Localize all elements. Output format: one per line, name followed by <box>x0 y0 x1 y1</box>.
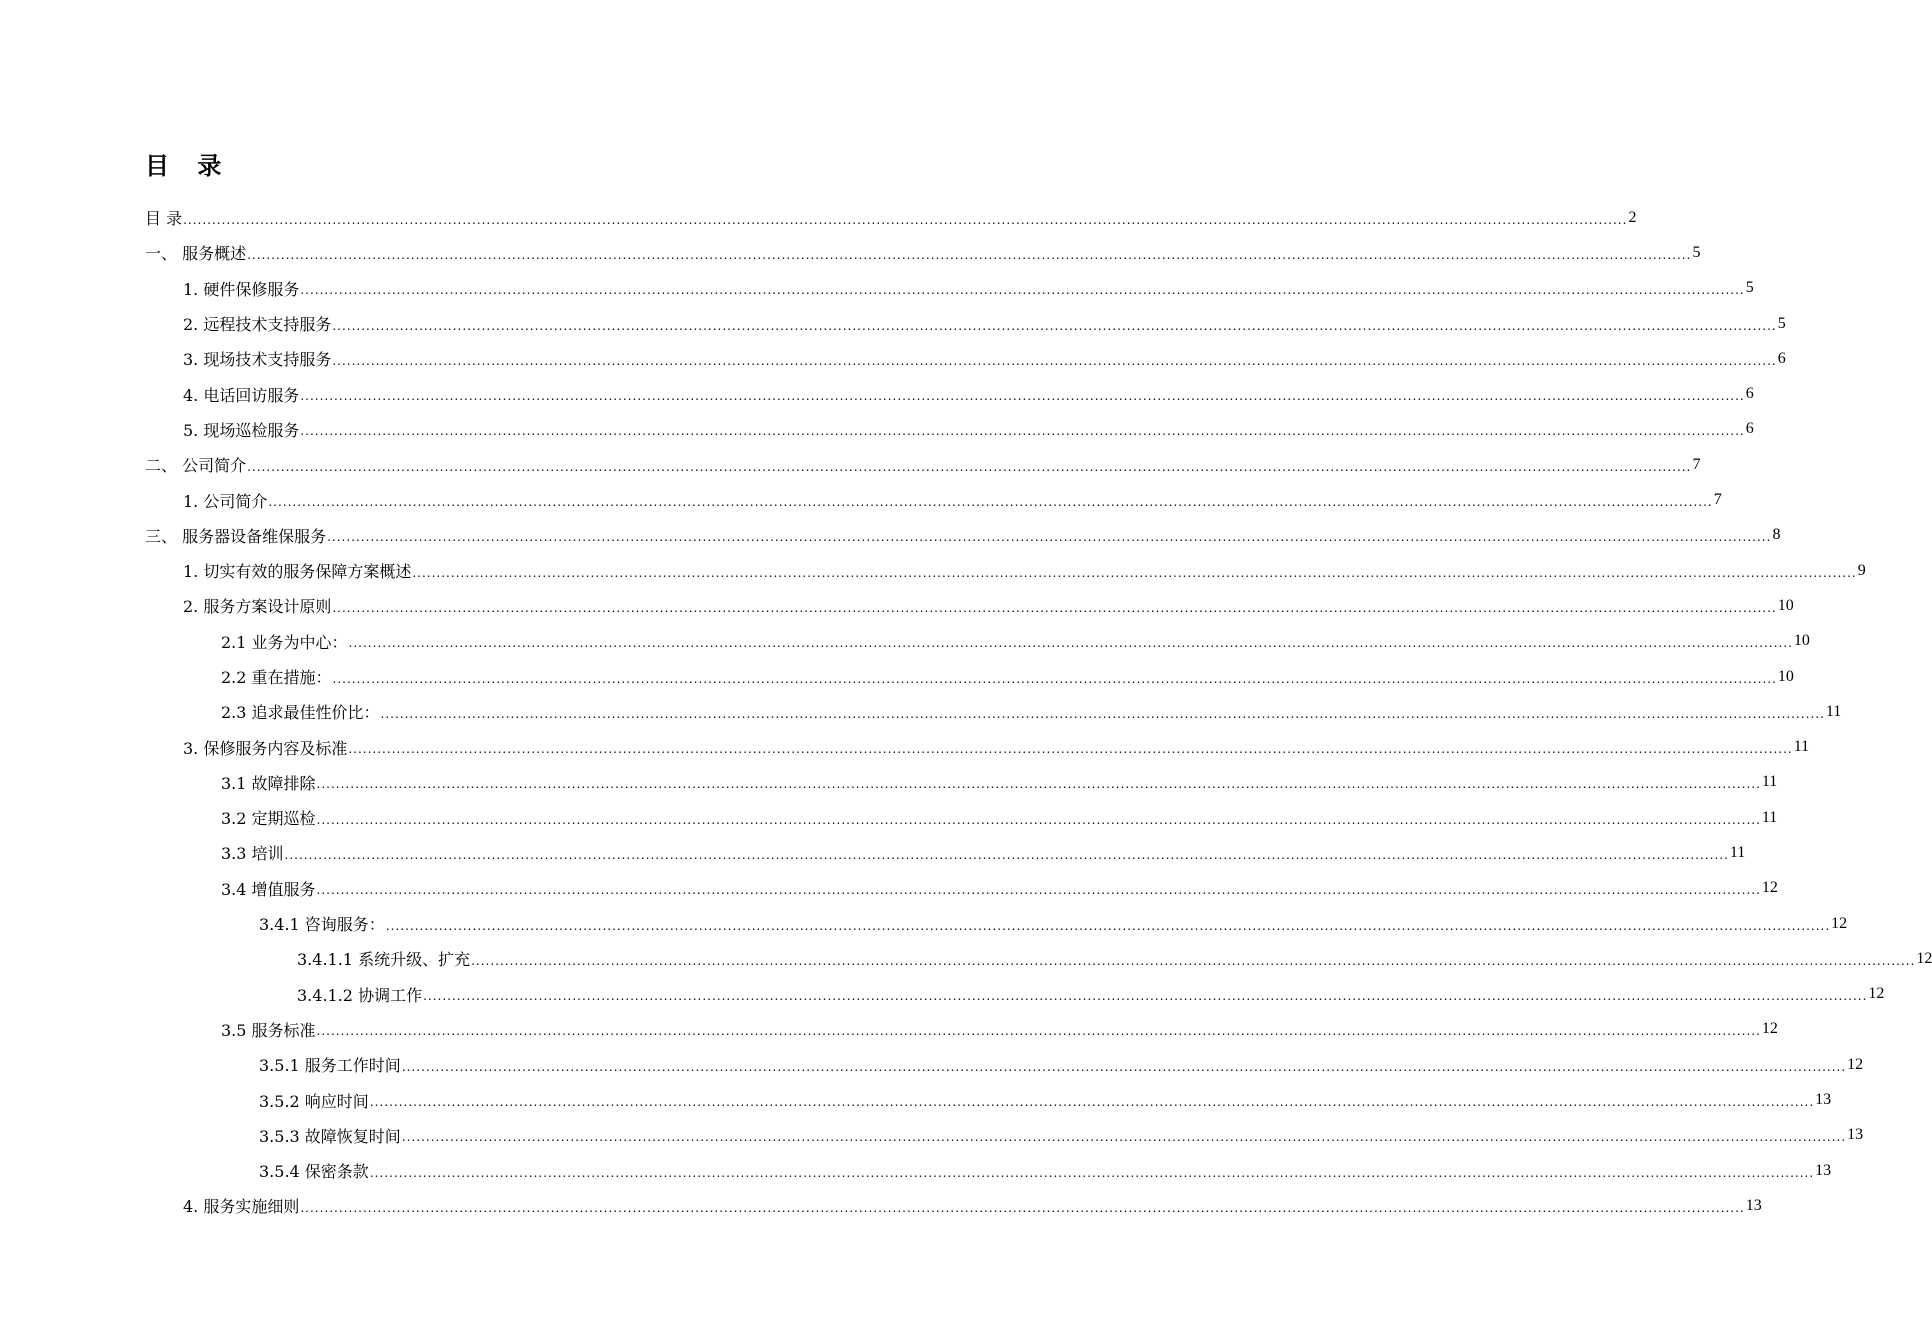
toc-entry-label: 3.4.1.1 系统升级、扩充 <box>297 950 471 970</box>
toc-leader: ............................................................................................................................................................................................................................................................................................................ <box>332 671 1777 686</box>
toc-entry[interactable] <box>145 1047 1864 1082</box>
toc-entry[interactable] <box>145 694 1842 729</box>
toc-entry-page: 5 <box>1692 243 1701 261</box>
toc-entry-page: 13 <box>1815 1091 1832 1109</box>
toc-entry[interactable] <box>145 235 1701 270</box>
toc-entry-page: 11 <box>1825 702 1842 720</box>
toc-leader: ............................................................................................................................................................................................................................................................................................................ <box>348 742 1793 757</box>
toc-entry[interactable] <box>145 1118 1864 1153</box>
toc-leader: ............................................................................................................................................................................................................................................................................................................ <box>247 247 1692 262</box>
toc-entry-page: 12 <box>1761 1020 1778 1038</box>
toc-entry-label: 3.4.1.2 协调工作 <box>297 985 423 1005</box>
toc-entry[interactable] <box>145 659 1794 694</box>
toc-entry-label: 2.3 追求最佳性价比： <box>221 703 380 723</box>
toc-entry[interactable] <box>145 306 1786 341</box>
toc-entry-label: 2.2 重在措施： <box>221 668 332 687</box>
toc-entry-page: 5 <box>1745 279 1754 297</box>
toc-entry[interactable] <box>145 1012 1778 1047</box>
toc-entry[interactable] <box>145 1188 1762 1223</box>
toc-entry-label: 3.2 定期巡检 <box>221 809 316 829</box>
toc-leader: ............................................................................................................................................................................................................................................................................................................ <box>247 459 1692 474</box>
toc-entry-page: 11 <box>1729 843 1746 861</box>
toc-entry[interactable] <box>145 729 1810 764</box>
toc-entry[interactable] <box>145 977 1885 1012</box>
toc-leader: ............................................................................................................................................................................................................................................................................................................ <box>385 918 1831 933</box>
toc-entry-page: 2 <box>1628 208 1637 226</box>
toc-leader: ............................................................................................................................................................................................................................................................................................................ <box>300 283 1745 298</box>
toc-entry-page: 12 <box>1847 1055 1864 1073</box>
toc-entry-label: 三、 服务器设备维保服务 <box>145 526 327 546</box>
toc-leader: ............................................................................................................................................................................................................................................................................................................ <box>369 1095 1815 1110</box>
toc-entry-page: 12 <box>1868 985 1885 1003</box>
toc-entry[interactable] <box>145 200 1637 235</box>
toc-entry[interactable] <box>145 376 1754 411</box>
toc-leader: ............................................................................................................................................................................................................................................................................................................ <box>316 1024 1761 1039</box>
toc-entry-page: 12 <box>1761 879 1778 897</box>
toc-heading: 目 录 <box>145 152 232 180</box>
toc-entry-label: 1. 公司简介 <box>183 491 268 511</box>
toc-entry-label: 目 录 <box>145 209 183 229</box>
toc-leader: ............................................................................................................................................................................................................................................................................................................ <box>332 318 1777 333</box>
toc-entry-page: 7 <box>1692 455 1701 473</box>
toc-entry[interactable] <box>145 835 1746 870</box>
toc-entry-label: 5. 现场巡检服务 <box>183 420 300 440</box>
toc-leader: ............................................................................................................................................................................................................................................................................................................ <box>332 600 1777 615</box>
toc-entry-label: 2. 服务方案设计原则 <box>183 597 332 617</box>
toc-entry[interactable] <box>145 518 1781 553</box>
toc-entry[interactable] <box>145 553 1866 588</box>
toc-entry[interactable] <box>145 765 1778 800</box>
toc-leader: ............................................................................................................................................................................................................................................................................................................ <box>284 847 1729 862</box>
toc-leader: ............................................................................................................................................................................................................................................................................................................ <box>348 636 1793 651</box>
toc-entry-page: 13 <box>1847 1126 1864 1144</box>
toc-entry-page: 6 <box>1745 385 1754 403</box>
toc-entry[interactable] <box>145 447 1701 482</box>
toc-entry-label: 3.5.3 故障恢复时间 <box>259 1126 401 1146</box>
toc-leader: ............................................................................................................................................................................................................................................................................................................ <box>369 1165 1815 1180</box>
toc-entry[interactable] <box>145 482 1722 517</box>
toc-entry-label: 2.1 业务为中心： <box>221 632 348 652</box>
toc-entry-page: 13 <box>1815 1161 1832 1179</box>
toc-entry-label: 二、 公司简介 <box>145 456 247 476</box>
toc-entry-label: 1. 硬件保修服务 <box>183 279 300 299</box>
toc-entry[interactable] <box>145 941 1932 976</box>
toc-entry[interactable] <box>145 800 1778 835</box>
toc-entry-label: 3.5.4 保密条款 <box>259 1162 369 1182</box>
toc-leader: ............................................................................................................................................................................................................................................................................................................ <box>332 353 1777 368</box>
toc-leader: ............................................................................................................................................................................................................................................................................................................ <box>316 883 1761 898</box>
toc-entry[interactable] <box>145 1153 1832 1188</box>
toc-entry[interactable] <box>145 271 1754 306</box>
toc-entry-label: 3. 保修服务内容及标准 <box>183 738 348 758</box>
toc-entry-page: 5 <box>1777 314 1786 332</box>
toc-entry-page: 12 <box>1831 914 1848 932</box>
toc-entry-page: 7 <box>1713 491 1722 509</box>
toc-entry-label: 3.5.1 服务工作时间 <box>259 1056 401 1076</box>
toc-entry[interactable] <box>145 341 1786 376</box>
toc-leader: ............................................................................................................................................................................................................................................................................................................ <box>423 989 1868 1004</box>
toc-entry-page: 11 <box>1761 773 1778 791</box>
toc-entry[interactable] <box>145 906 1848 941</box>
toc-leader: ............................................................................................................................................................................................................................................................................................................ <box>300 1200 1745 1215</box>
toc-entry[interactable] <box>145 624 1810 659</box>
toc-leader: ............................................................................................................................................................................................................................................................................................................ <box>268 495 1713 510</box>
toc-entry[interactable] <box>145 871 1778 906</box>
toc-entry-page: 10 <box>1777 667 1794 685</box>
toc-entry[interactable] <box>145 1082 1832 1117</box>
toc-leader: ............................................................................................................................................................................................................................................................................................................ <box>183 212 1628 227</box>
toc-entry-label: 1. 切实有效的服务保障方案概述 <box>183 562 412 582</box>
toc-entry-label: 2. 远程技术支持服务 <box>183 315 332 335</box>
toc-leader: ............................................................................................................................................................................................................................................................................................................ <box>316 812 1761 827</box>
toc-entry-page: 6 <box>1745 420 1754 438</box>
toc-entry-label: 3.3 培训 <box>221 844 284 864</box>
toc-leader: ............................................................................................................................................................................................................................................................................................................ <box>316 777 1761 792</box>
toc-entry-page: 8 <box>1772 526 1781 544</box>
toc-entry[interactable] <box>145 588 1794 623</box>
toc-leader: ............................................................................................................................................................................................................................................................................................................ <box>471 953 1916 968</box>
toc-leader: ............................................................................................................................................................................................................................................................................................................ <box>300 389 1745 404</box>
toc-entry-label: 3.5 服务标准 <box>221 1020 316 1040</box>
toc-entry-label: 一、 服务概述 <box>145 244 247 264</box>
toc-leader: ............................................................................................................................................................................................................................................................................................................ <box>300 424 1745 439</box>
toc-entry-label: 3.1 故障排除 <box>221 773 316 793</box>
toc-entry-label: 3.4 增值服务 <box>221 879 316 899</box>
table-of-contents <box>145 200 1932 1224</box>
toc-entry-page: 12 <box>1916 949 1932 967</box>
toc-leader: ............................................................................................................................................................................................................................................................................................................ <box>412 565 1857 580</box>
toc-entry-label: 3.5.2 响应时间 <box>259 1091 369 1111</box>
toc-leader: ............................................................................................................................................................................................................................................................................................................ <box>401 1130 1847 1145</box>
toc-leader: ............................................................................................................................................................................................................................................................................................................ <box>380 706 1825 721</box>
toc-entry-page: 13 <box>1745 1196 1762 1214</box>
toc-entry-label: 3. 现场技术支持服务 <box>183 350 332 370</box>
toc-entry-page: 11 <box>1793 738 1810 756</box>
toc-entry-page: 9 <box>1857 561 1866 579</box>
toc-entry[interactable] <box>145 412 1754 447</box>
toc-entry-label: 3.4.1 咨询服务： <box>259 915 385 935</box>
toc-entry-page: 10 <box>1793 632 1810 650</box>
toc-entry-page: 11 <box>1761 808 1778 826</box>
toc-entry-page: 6 <box>1777 349 1786 367</box>
toc-leader: ............................................................................................................................................................................................................................................................................................................ <box>401 1059 1847 1074</box>
toc-entry-label: 4. 服务实施细则 <box>183 1197 300 1217</box>
toc-entry-label: 4. 电话回访服务 <box>183 385 300 405</box>
toc-entry-page: 10 <box>1777 596 1794 614</box>
toc-leader: ............................................................................................................................................................................................................................................................................................................ <box>327 530 1772 545</box>
